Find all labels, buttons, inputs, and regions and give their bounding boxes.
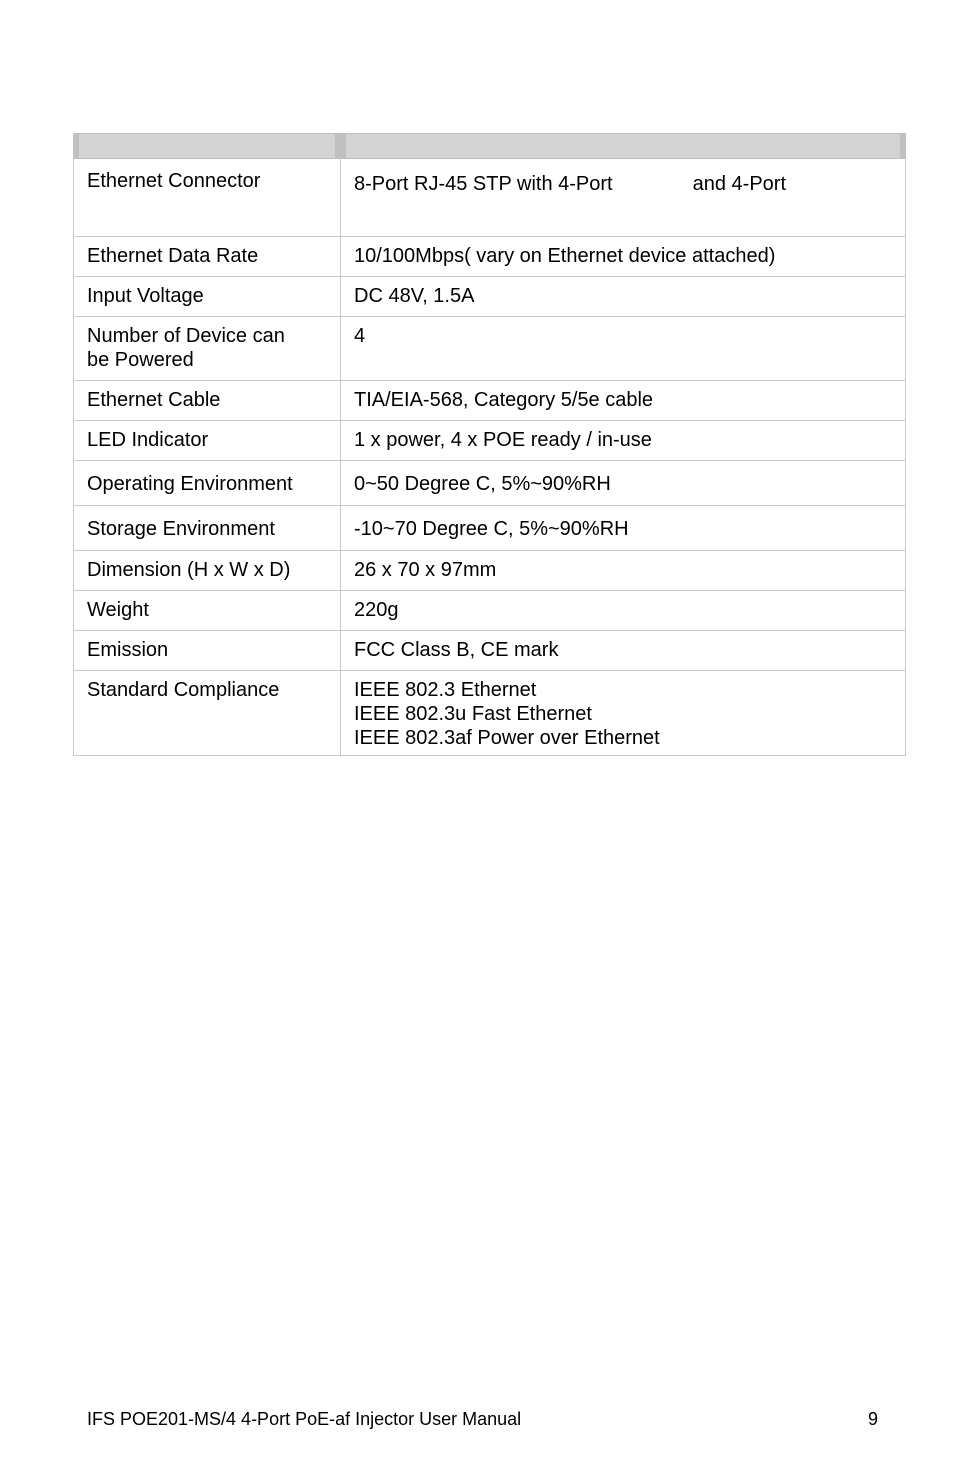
row-value-line: IEEE 802.3u Fast Ethernet xyxy=(354,703,592,725)
table-row xyxy=(74,159,906,237)
row-label: Dimension (H x W x D) xyxy=(74,551,341,591)
table-row xyxy=(74,591,906,631)
row-value: 4 xyxy=(341,317,906,381)
table-row xyxy=(74,237,906,277)
row-label: Storage Environment xyxy=(74,506,341,551)
row-value: FCC Class B, CE mark xyxy=(341,631,906,671)
footer-document-title: IFS POE201-MS/4 4-Port PoE-af Injector User Manual xyxy=(87,1409,522,1429)
row-label-line: be Powered xyxy=(87,349,194,371)
header-cell-parameter xyxy=(74,134,341,159)
row-value-line: IEEE 802.3 Ethernet xyxy=(354,679,537,701)
row-value: 0~50 Degree C, 5%~90%RH xyxy=(341,461,906,506)
row-label: Input Voltage xyxy=(74,277,341,317)
row-label-line: Number of Device can xyxy=(87,325,285,347)
footer-page-number: 9 xyxy=(868,1409,879,1429)
row-value-part-a: 8-Port RJ-45 STP with 4-Port xyxy=(354,173,613,195)
table-row xyxy=(74,421,906,461)
specifications-table xyxy=(73,133,906,756)
table-row xyxy=(74,506,906,551)
row-value: DC 48V, 1.5A xyxy=(341,277,906,317)
row-label xyxy=(74,317,341,381)
row-value: 10/100Mbps( vary on Ethernet device attached) xyxy=(341,237,906,277)
row-value xyxy=(341,671,906,756)
row-label: Emission xyxy=(74,631,341,671)
row-value: TIA/EIA-568, Category 5/5e cable xyxy=(341,381,906,421)
table-row xyxy=(74,551,906,591)
row-label: Ethernet Cable xyxy=(74,381,341,421)
row-value: 1 x power, 4 x POE ready / in-use xyxy=(341,421,906,461)
row-value: -10~70 Degree C, 5%~90%RH xyxy=(341,506,906,551)
row-label: Ethernet Data Rate xyxy=(74,237,341,277)
row-value-line: IEEE 802.3af Power over Ethernet xyxy=(354,727,660,749)
row-value xyxy=(341,159,906,237)
table-row xyxy=(74,317,906,381)
table-row xyxy=(74,671,906,756)
table-row xyxy=(74,277,906,317)
row-value: 26 x 70 x 97mm xyxy=(341,551,906,591)
row-label: Operating Environment xyxy=(74,461,341,506)
header-cell-value xyxy=(341,134,906,159)
table-header-row xyxy=(74,134,906,159)
table-row xyxy=(74,631,906,671)
table-row xyxy=(74,461,906,506)
row-label: Ethernet Connector xyxy=(74,159,341,237)
row-label: Standard Compliance xyxy=(74,671,341,756)
row-label: Weight xyxy=(74,591,341,631)
row-label: LED Indicator xyxy=(74,421,341,461)
row-value: 220g xyxy=(341,591,906,631)
table-row xyxy=(74,381,906,421)
row-value-part-b: and 4-Port xyxy=(692,173,786,195)
